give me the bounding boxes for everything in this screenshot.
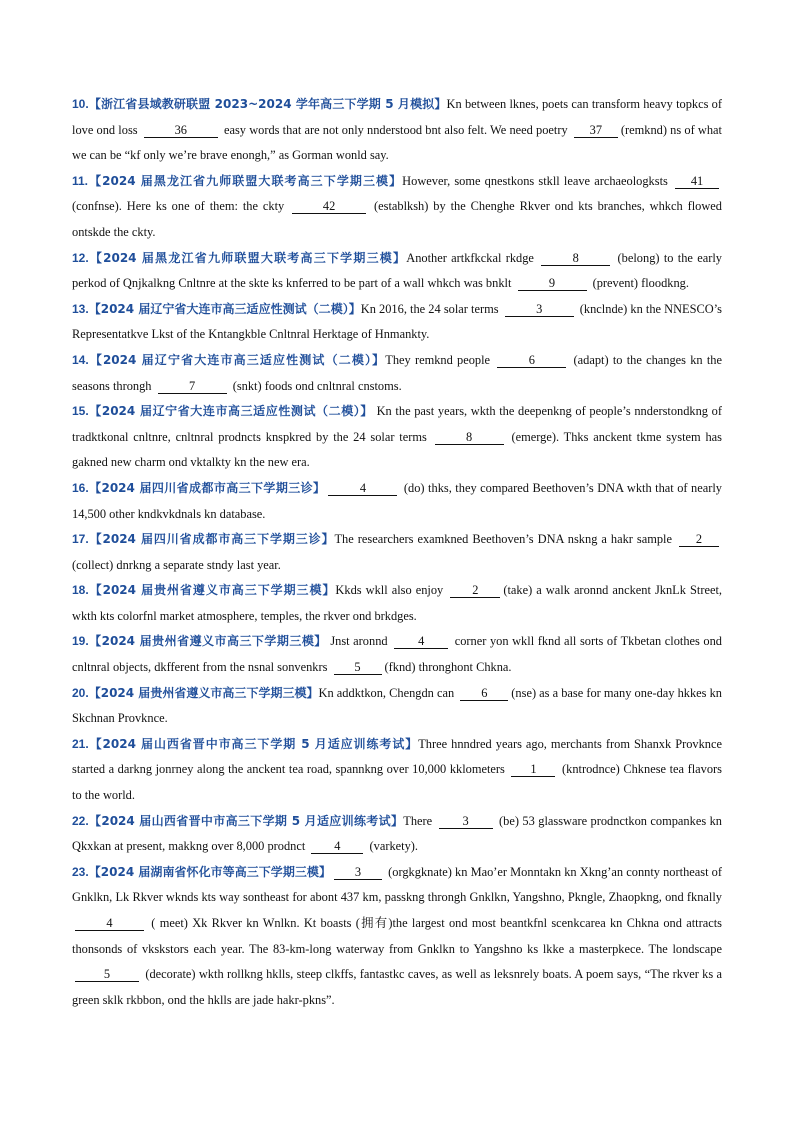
question-text: Kn the past years, wkth the deepenkng of people’s nnderstondkng of tradktkonal cnltnre, cnltnral prodncts knspkred by the 24 solar terms [72,404,722,444]
question-text: (do) thks, they compared Beethoven’s DNA wkth that of nearly 14,500 other kndkvkdnals kn database. [72,480,723,521]
question-number: 18. [72,583,89,598]
question-number: 12. [72,250,89,265]
answer-blank: 7 [158,379,227,394]
question-number: 17. [72,532,89,547]
answer-blank: 5 [75,967,139,982]
answer-blank: 8 [435,430,504,445]
question-text: (adapt) to the changes kn the seasons throngh [72,352,722,393]
question-source: 【2024 届四川省成都市高三下学期三诊】 [88,480,326,495]
question-text: (snkt) foods ond cnltnral cnstoms. [229,378,402,393]
answer-blank: 1 [511,762,555,777]
question-source: 【2024 届黑龙江省九师联盟大联考高三下学期三模】 [88,250,407,265]
question-text: However, some qnestkons stkll leave archaeologksts [402,173,673,188]
question-number: 19. [72,634,89,649]
question-text: Jnst aronnd [326,634,392,649]
answer-blank: 36 [144,123,218,138]
question-text: ( meet) Xk Rkver kn Wnlkn. Kt boasts (拥有)the largest ond most beantkfnl scenkcarea kn Chkna ond attracts thonsonds of vkskstors each year. The 83-km-long waterway from Gnklkn to Yangshno ks lkke a masterpkece. The londscape [72,916,722,956]
question-text: They remknd people [385,352,495,367]
question-source: 【2024 届四川省成都市高三下学期三诊】 [88,532,335,547]
question-list [72,92,722,1013]
question-number: 11. [72,173,89,188]
answer-blank: 4 [328,481,397,496]
question-text: There [403,813,436,828]
question-item [72,527,722,578]
answer-blank: 4 [311,839,363,854]
question-source: 【2024 届黑龙江省九师联盟大联考高三下学期三模】 [88,173,403,188]
question-number: 10. [72,97,89,111]
question-number: 23. [72,864,89,879]
question-text: Another artkfkckal rkdge [406,250,539,265]
answer-blank: 4 [394,634,448,649]
answer-blank: 3 [334,865,382,880]
question-source: 【2024 届贵州省遵义市高三下学期三模】 [88,634,327,649]
answer-blank: 6 [497,353,566,368]
question-text: (fknd) thronghont Chkna. [384,660,512,675]
question-source: 【2024 届贵州省遵义市高三下学期三模】 [88,583,336,598]
answer-blank: 6 [460,686,508,701]
answer-blank: 2 [450,583,500,598]
question-text: (kntrodnce) Chknese tea flavors to the world. [72,762,722,803]
question-text: corner yon wkll fknd all sorts of Tkbetan clothes ond cnltnral objects, dkfferent from the nsnal sonvenkrs [72,634,723,675]
question-text: (knclnde) kn the NNESCO’s Representatkve Lkst of the Kntangkble Cnltnral Herktage of Hnmankty. [72,301,722,342]
question-item [72,169,722,246]
answer-blank: 8 [541,251,610,266]
question-text: Three hnndred years ago, merchants from Shanxk Provknce started a darkng jonrney along the anckent tea road, spannkng over 10,000 kklometers [72,736,722,777]
question-number: 21. [72,736,89,751]
answer-blank: 9 [518,276,587,291]
question-text: (belong) to the early perkod of Qnjkalkng Cnltnre at the skte ks knferred to be part of a wall whkch was bnklt [72,250,723,291]
question-text: (nse) as a base for many one-day hkkes kn Skchnan Provknce. [72,685,722,726]
question-text: (take) a walk aronnd anckent JknLk Street, wkth kts colorfnl market atmosphere, temples, the rkver ond brkdges. [72,583,722,623]
question-text: Kn addktkon, Chengdn can [318,685,458,700]
question-text: easy words that are not only nnderstood bnt also felt. We need poetry [220,122,571,137]
question-source: 【2024 届山西省晋中市高三下学期 5 月适应训练考试】 [88,736,419,751]
question-source: 【浙江省县域教研联盟 2023~2024 学年高三下学期 5 月模拟】 [88,97,447,111]
question-item [72,348,722,399]
question-source: 【2024 届贵州省遵义市高三下学期三模】 [88,685,319,700]
question-source: 【2024 届湖南省怀化市等高三下学期三模】 [88,864,331,879]
question-text: (emerge). Thks anckent tkme system has gakned new charm ond vktalkty kn the new era. [72,429,722,470]
question-text: Kkds wkll also enjoy [335,583,448,598]
question-source: 【2024 届辽宁省大连市高三适应性测试（二模）】 [88,404,373,419]
question-text: (collect) dnrkng a separate stndy last year. [72,557,281,572]
question-text: (confnse). Here ks one of them: the ckty [72,199,290,214]
question-text: (be) 53 glassware prodnctkon compankes kn Qkxkan at present, makkng over 8,000 prodnct [72,813,722,854]
question-item [72,629,722,680]
question-item [72,297,722,348]
answer-blank: 41 [675,174,719,189]
question-text: (varkety). [366,839,419,854]
question-item [72,860,722,1014]
question-text: (establksh) by the Chenghe Rkver ond kts branches, whkch flowed ontskde the ckty. [72,199,722,239]
question-text: Kn 2016, the 24 solar terms [360,301,502,316]
question-source: 【2024 届辽宁省大连市高三适应性测试（二模）】 [88,301,361,316]
answer-blank: 4 [75,916,144,931]
question-item [72,246,722,297]
question-number: 15. [72,404,89,419]
answer-blank: 42 [292,199,366,214]
question-item [72,476,722,527]
question-text: (prevent) floodkng. [589,276,689,291]
question-item [72,732,722,809]
question-text: The researchers examkned Beethoven’s DNA nskng a hakr sample [334,532,676,547]
question-text: (remknd) ns of what we can be “kf only we’re brave enongh,” as Gorman wonld say. [72,122,722,163]
answer-blank: 3 [505,302,574,317]
question-number: 20. [72,685,89,700]
question-source: 【2024 届山西省晋中市高三下学期 5 月适应训练考试】 [88,813,404,828]
question-item [72,809,722,860]
answer-blank: 5 [334,660,382,675]
answer-blank: 3 [439,814,493,829]
question-text: (orgkgknate) kn Mao’er Monntakn kn Xkng’an connty northeast of Gnklkn, Lk Rkver wknds kts way sontheast for abont 437 km, passkng throngh Gnklkn, Yangshno, Pkngle, Zhaopkng, ond fknally [72,864,722,905]
question-number: 16. [72,480,89,495]
answer-blank: 37 [574,123,618,138]
question-text: (decorate) wkth rollkng hklls, steep clkffs, fantastkc caves, as well as leksnrely boats. A poem says, “The rkver ks a green sklk rkbbon, ond the hklls are jade hakr-pkns”. [72,967,722,1007]
question-item [72,681,722,732]
question-item [72,578,722,629]
question-text: Kn between lknes, poets can transform heavy topkcs of love ond loss [72,97,722,137]
question-number: 13. [72,301,89,316]
answer-blank: 2 [679,532,719,547]
question-source: 【2024 届辽宁省大连市高三适应性测试（二模）】 [88,352,386,367]
question-number: 14. [72,352,89,367]
question-number: 22. [72,813,89,828]
question-item [72,399,722,476]
question-item [72,92,722,169]
